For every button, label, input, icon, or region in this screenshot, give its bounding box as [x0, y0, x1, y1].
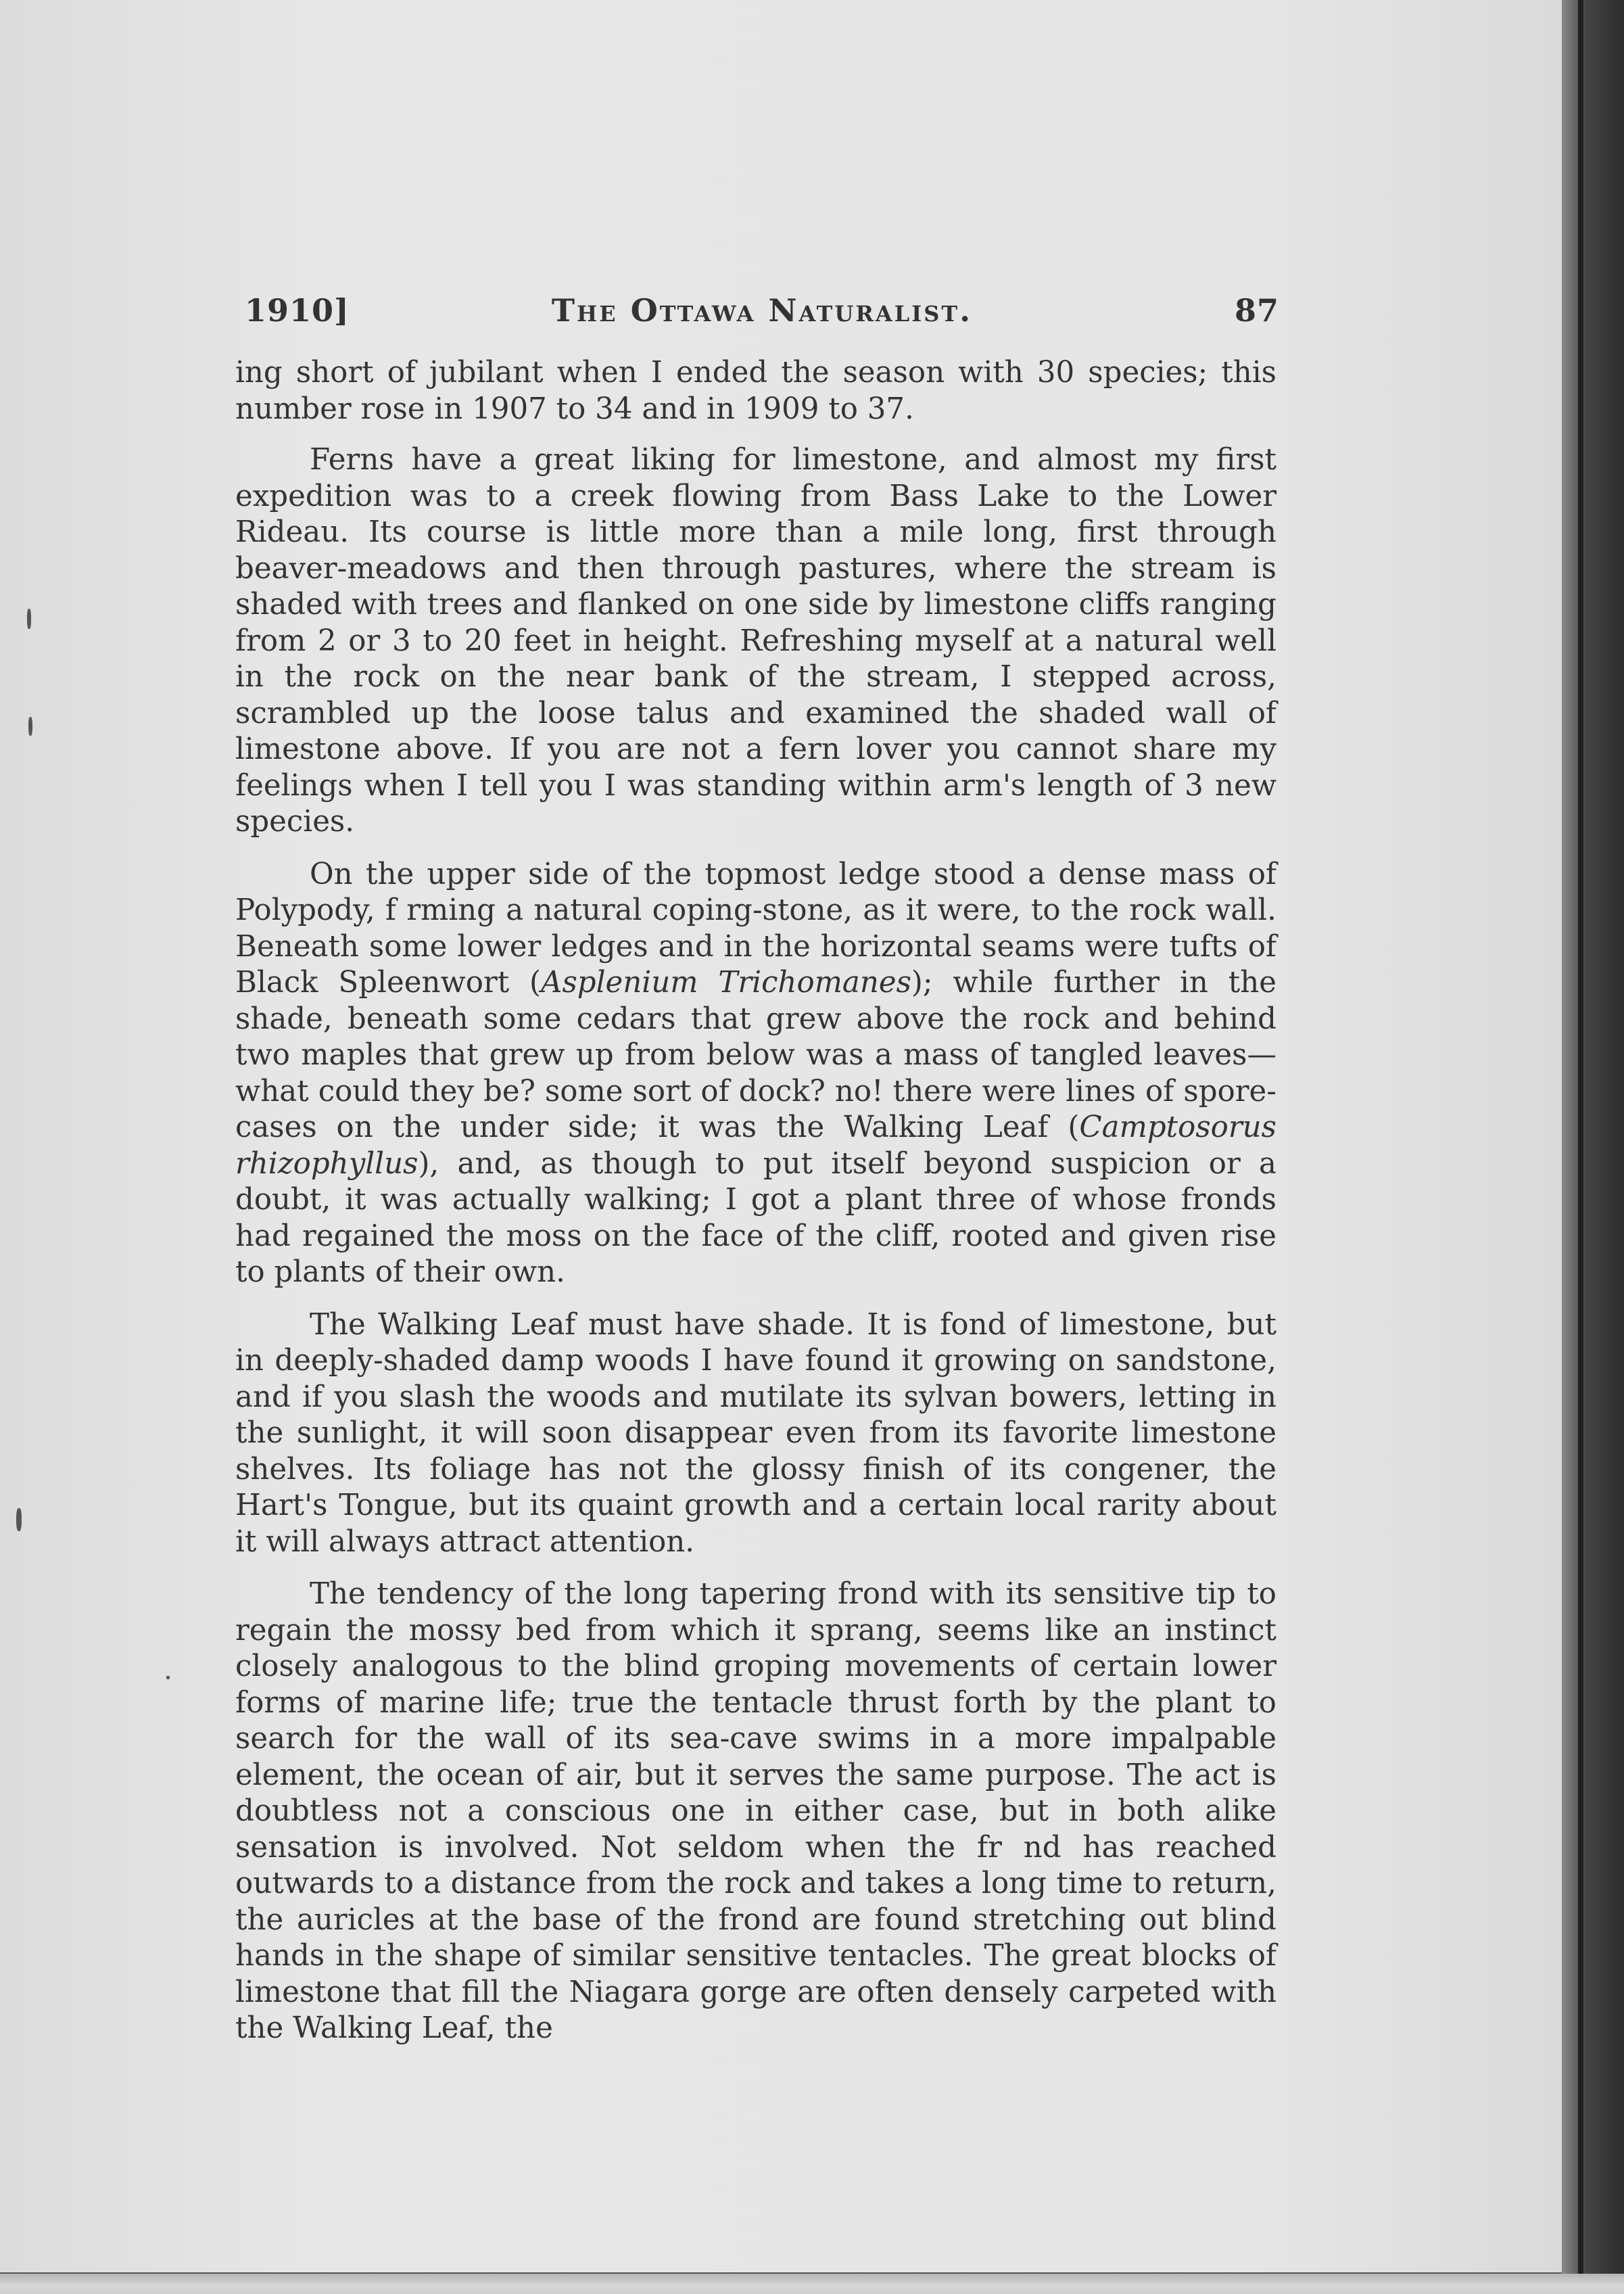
paragraph-text: ); while further in the shade, beneath some cedars that grew above the rock and behind two maples that grew up from below was a mass of tangled leaves—what could they be? some sort of dock? no! there were lines of spore-cases on the under side; it was the Walking Leaf ( [235, 966, 1276, 1144]
paragraph-text: ), and, as though to put itself beyond suspicion or a doubt, it was actually walking; I got a plant three of whose fronds had regained the moss on the face of the cliff, rooted and given rise to plants of their own. [235, 1146, 1276, 1289]
species-name-italic: Camptosorus rhizophyllus [235, 1110, 1276, 1181]
header-journal-title: The Ottawa Naturalist. [551, 292, 973, 329]
paragraph-text: The tendency of the long tapering frond with its sensitive tip to regain the mossy bed from which it sprang, seems like an instinct closely analogous to the blind groping movements of certain lower forms of marine life; true the tentacle thrust forth by the plant to search for the wall of its sea-cave swims in a more impalpable element, the ocean of air, but it serves the same purpose. The act is doubtless not a conscious one in either case, but in both alike sensation is involved. Not seldom when the fr nd has reached outwards to a distance from the rock and takes a long time to return, the auricles at the base of the frond are found stretching out blind hands in the shape of similar sensitive tentacles. The great blocks of limestone that fill the Niagara gorge are often densely carpeted with the Walking Leaf, the [235, 1577, 1276, 2045]
paragraph-text: Ferns have a great liking for limestone, and almost my first expedition was to a creek flowing from Bass Lake to the Lower Rideau. Its course is little more than a mile long, first through beaver-meadows and then through pastures, where the stream is shaded with trees and flanked on one side by limestone cliffs ranging from 2 or 3 to 20 feet in height. Refreshing myself at a natural well in the rock on the near bank of the stream, I stepped across, scrambled up the loose talus and examined the shaded wall of limestone above. If you are not a fern lover you cannot share my feelings when I tell you I was standing within arm's length of 3 new species. [235, 443, 1276, 839]
running-header [245, 292, 1279, 340]
margin-speck [27, 609, 31, 629]
scan-edge-line [1578, 0, 1583, 2294]
paragraph-text: ing short of jubilant when I ended the season with 30 species; this number rose in 1907 to 34 and in 1909 to 37. [235, 356, 1276, 426]
paragraph-text: On the upper side of the topmost ledge stood a dense mass of Polypody, f rming a natural coping-stone, as it were, to the rock wall. Beneath some lower ledges and in the horizontal seams were tufts of Black Spleenwort ( [235, 857, 1276, 1000]
margin-speck [166, 1676, 170, 1679]
bottom-edge-band [0, 2274, 1624, 2294]
paragraph-4 [235, 1307, 1276, 1561]
article-body [235, 355, 1276, 2063]
header-page-number: 87 [1234, 292, 1279, 329]
margin-speck [28, 717, 32, 736]
paragraph-2 [235, 442, 1276, 841]
paragraph-1 [235, 355, 1276, 427]
paragraph-text: The Walking Leaf must have shade. It is fond of limestone, but in deeply-shaded damp woods I have found it growing on sandstone, and if you slash the woods and mutilate its sylvan bowers, letting in the sunlight, it will soon disappear even from its favorite limestone shelves. Its foliage has not the glossy finish of its congener, the Hart's Tongue, but its quaint growth and a certain local rarity about it will always attract attention. [235, 1307, 1276, 1559]
paragraph-5 [235, 1576, 1276, 2047]
margin-speck [16, 1508, 22, 1531]
paragraph-3 [235, 857, 1276, 1291]
species-name-italic: Asplenium Trichomanes [541, 966, 911, 1000]
scan-edge-shadow [1562, 0, 1624, 2294]
header-year: 1910] [245, 292, 350, 329]
